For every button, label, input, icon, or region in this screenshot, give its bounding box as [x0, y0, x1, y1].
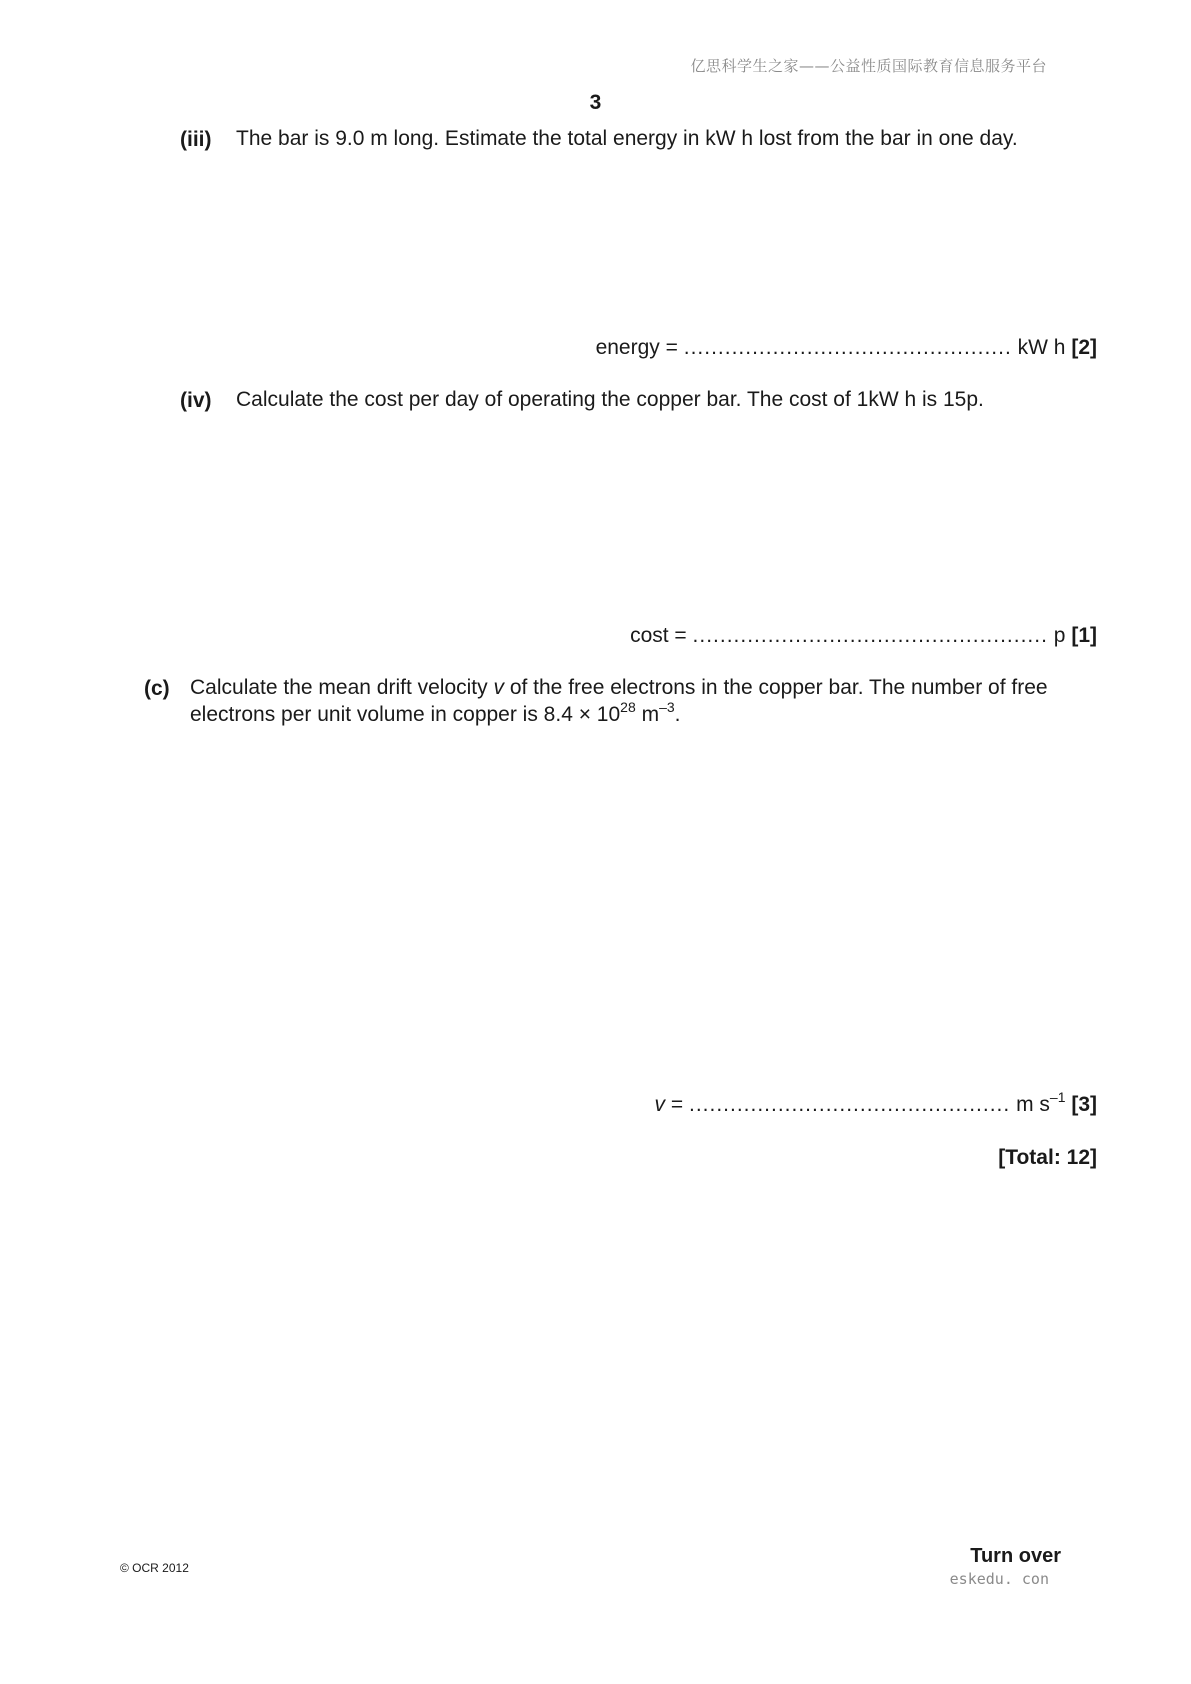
footer-site-watermark: eskedu. con: [949, 1570, 1049, 1588]
energy-answer-unit: kW h: [1017, 336, 1066, 359]
velocity-answer-unit: [1016, 1089, 1066, 1116]
question-c-line1-part-a: Calculate the mean drift velocity: [190, 676, 494, 699]
question-c-line2-part-a: electrons per unit volume in copper is 8.4 × 10: [190, 703, 621, 726]
question-c-line2-part-c: .: [674, 703, 681, 726]
page-number: 3: [589, 91, 602, 114]
energy-answer-field[interactable]: ................................................: [683, 336, 1012, 359]
question-iii-label: (iii): [180, 128, 212, 151]
cost-answer-unit: p: [1053, 624, 1066, 647]
velocity-marks: [3]: [1071, 1093, 1097, 1116]
cost-answer-prefix: cost =: [630, 624, 687, 647]
velocity-answer-eq: =: [665, 1093, 684, 1116]
energy-marks: [2]: [1071, 336, 1097, 359]
velocity-answer-line: [655, 1091, 1097, 1119]
energy-answer-line: [596, 334, 1097, 362]
question-c-exponent-28: 28: [620, 699, 636, 715]
energy-answer-prefix: energy =: [595, 336, 678, 359]
total-marks: [Total: 12]: [998, 1146, 1097, 1169]
velocity-unit-text: m s: [1016, 1093, 1050, 1116]
question-c-text-line1: [190, 674, 1048, 702]
turn-over-label: Turn over: [970, 1545, 1061, 1567]
cost-marks: [1]: [1071, 624, 1097, 647]
velocity-answer-variable: v: [654, 1093, 666, 1116]
question-iv-label: (iv): [180, 389, 212, 412]
question-iv-text: Calculate the cost per day of operating the copper bar. The cost of 1kW h is 15p.: [236, 388, 984, 411]
velocity-unit-exponent: –1: [1049, 1089, 1066, 1105]
cost-answer-field[interactable]: ....................................................: [692, 624, 1048, 647]
question-c-text-line2: [190, 701, 681, 729]
header-watermark: 亿思科学生之家——公益性质国际教育信息服务平台: [690, 57, 1047, 75]
cost-answer-line: [630, 622, 1097, 650]
question-iii-text: The bar is 9.0 m long. Estimate the total energy in kW h lost from the bar in one day.: [236, 127, 1018, 150]
question-c-exponent-minus-3: –3: [659, 699, 675, 715]
question-c-line1-variable: v: [493, 676, 504, 699]
question-c-label: (c): [144, 677, 170, 700]
velocity-answer-field[interactable]: ...............................................: [689, 1093, 1011, 1116]
question-c-line2-part-b: m: [635, 703, 660, 726]
footer-copyright: © OCR 2012: [120, 1561, 189, 1575]
question-c-line1-part-b: of the free electrons in the copper bar. The number of free: [503, 676, 1048, 699]
